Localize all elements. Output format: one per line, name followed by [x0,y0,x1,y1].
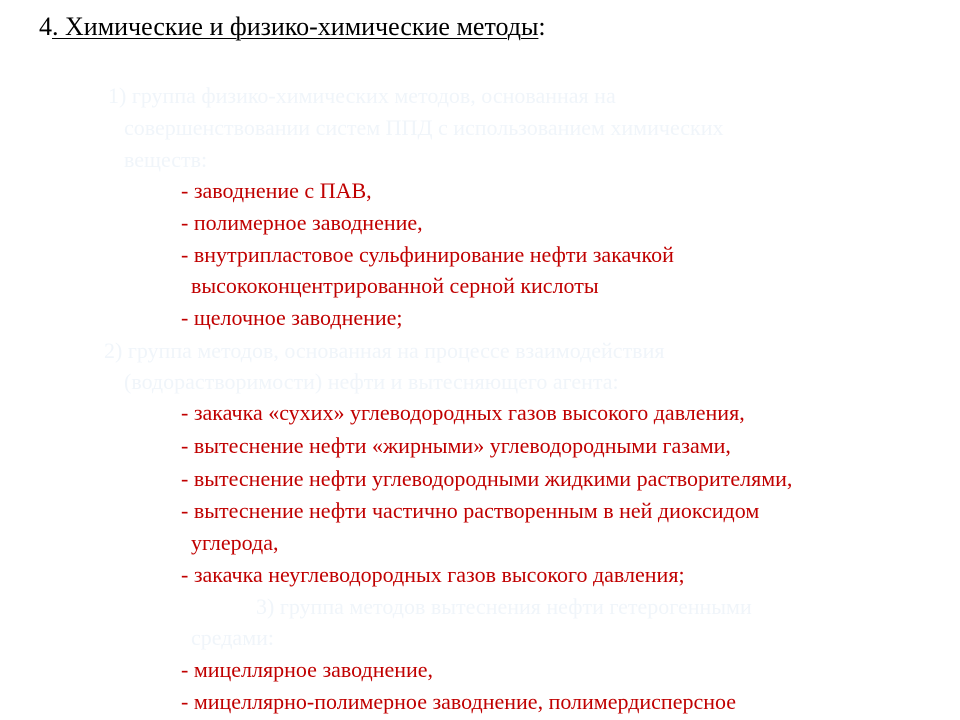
group3-item-2: - мицеллярно-полимерное заводнение, полимердисперсное [181,689,737,714]
group1-item-1: - заводнение с ПАВ, [181,178,372,203]
group2-item-4: - вытеснение нефти частично растворенным в ней диоксидом [181,498,760,523]
group3-item-1: - мицеллярное заводнение, [181,657,434,682]
group1-item-2: - полимерное заводнение, [181,210,423,235]
group2-item-5: - закачка неуглеводородных газов высокого давления; [181,562,685,587]
group3-heading-line-1: 3) группа методов вытеснения нефти гетерогенными [256,594,752,619]
group2-item-3: - вытеснение нефти углеводородными жидкими растворителями, [181,466,793,491]
group2-item-4-continued: углерода, [191,530,279,555]
group2-heading-line-1: 2) группа методов, основанная на процессе взаимодействия [104,338,665,363]
group1-item-3: - внутрипластовое сульфинирование нефти закачкой [181,242,674,267]
title-number: 4 [39,12,52,41]
title-colon: : [538,12,546,41]
title-text: . Химические и физико-химические методы [52,12,539,41]
slide-title [39,10,546,44]
group1-item-3-continued: высококонцентрированной серной кислоты [191,273,599,298]
group2-heading-line-2: (водорастворимости) нефти и вытесняющего агента: [124,369,619,394]
group3-heading-line-2: средами: [191,625,275,650]
group1-item-4: - щелочное заводнение; [181,305,403,330]
group2-item-1: - закачка «сухих» углеводородных газов высокого давления, [181,400,745,425]
group1-heading-line-2: совершенствовании систем ППД с использованием химических [124,115,724,140]
group2-item-2: - вытеснение нефти «жирными» углеводородными газами, [181,433,731,458]
group1-heading-line-3: веществ: [124,147,208,172]
group1-heading-line-1: 1) группа физико-химических методов, основанная на [108,83,616,108]
